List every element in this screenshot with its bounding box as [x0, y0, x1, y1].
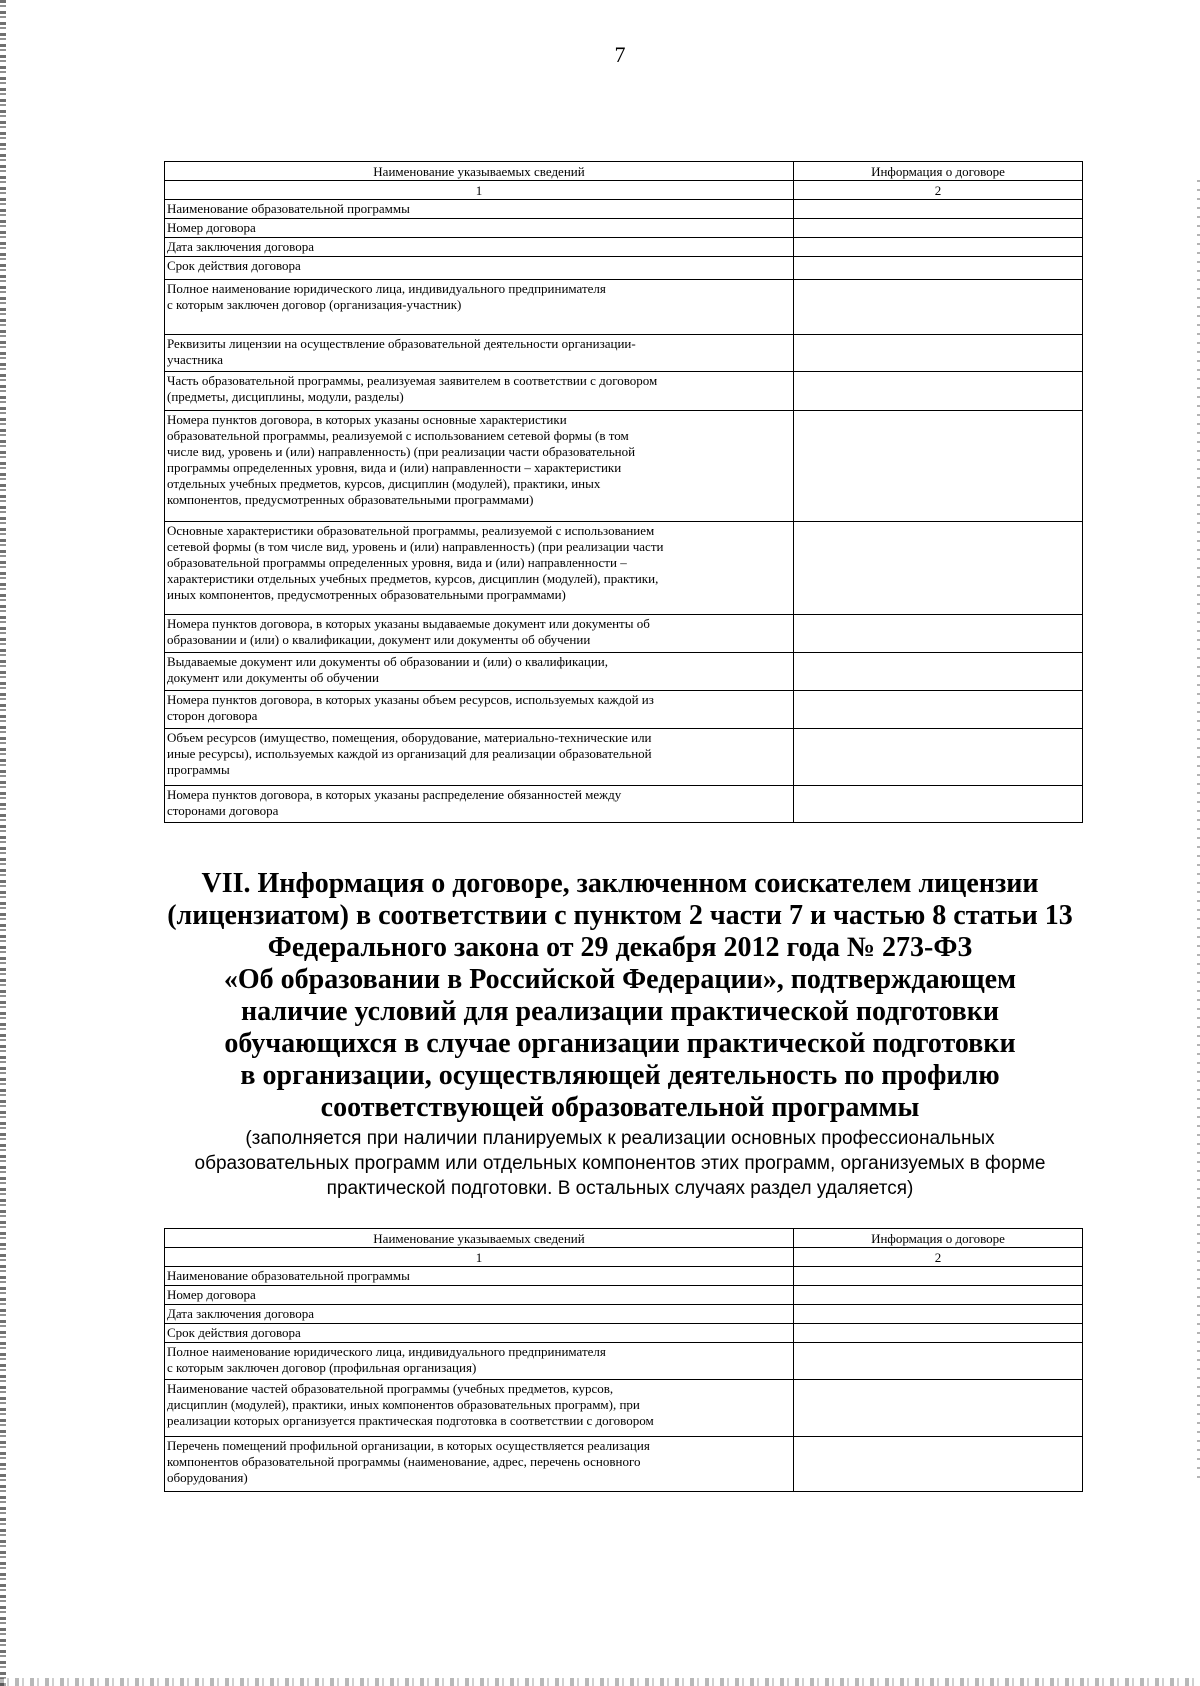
row-value-cell[interactable]: [794, 280, 1083, 335]
table-row: [165, 219, 1083, 238]
row-value-cell[interactable]: [794, 200, 1083, 219]
column-number-2: 2: [794, 181, 1083, 200]
header-cell-contract-info: Информация о договоре: [794, 1229, 1083, 1248]
page-number: 7: [614, 42, 626, 67]
row-label: Номера пунктов договора, в которых указаны распределение обязанностей между сторонами договора: [165, 786, 794, 823]
row-value-cell[interactable]: [794, 729, 1083, 786]
row-value-cell[interactable]: [794, 257, 1083, 280]
column-number-1: 1: [165, 181, 794, 200]
table-row: [165, 257, 1083, 280]
row-value-cell[interactable]: [794, 691, 1083, 729]
row-label: Перечень помещений профильной организации, в которых осуществляется реализация компонентов образовательной программы (наименование, адрес, перечень основного оборудования): [165, 1437, 794, 1492]
table-row: [165, 653, 1083, 691]
column-number-1: 1: [165, 1248, 794, 1267]
section-7-note: (заполняется при наличии планируемых к реализации основных профессиональных образовательных программ или отдельных компонентов этих программ, организуемых в форме практической подготовки. В остальных случаях раздел удаляется): [194, 1128, 1046, 1199]
row-value-cell[interactable]: [794, 1380, 1083, 1437]
row-label: Срок действия договора: [165, 1324, 794, 1343]
row-label: Реквизиты лицензии на осуществление образовательной деятельности организации- участника: [165, 335, 794, 372]
table-header-row: [165, 162, 1083, 181]
row-label: Номера пунктов договора, в которых указаны основные характеристики образовательной программы, реализуемой с использованием сетевой формы (в том числе вид, уровень и (или) направленность) (при реализации части образовательной программы определенных уровня, вида и (или) направленности – характеристики отдельных учебных предметов, курсов, дисциплин (модулей), практики, иных компонентов, предусмотренных образовательными программами): [165, 411, 794, 522]
column-number-row: [165, 1248, 1083, 1267]
row-value-cell[interactable]: [794, 335, 1083, 372]
row-label: Номер договора: [165, 1286, 794, 1305]
row-value-cell[interactable]: [794, 615, 1083, 653]
row-value-cell[interactable]: [794, 1437, 1083, 1492]
row-label: Номер договора: [165, 219, 794, 238]
contract-info-table-practical-training: [164, 1228, 1083, 1492]
row-label: Объем ресурсов (имущество, помещения, оборудование, материально-технические или иные ресурсы), используемых каждой из организаций для реализации образовательной программы: [165, 729, 794, 786]
table-row: [165, 1305, 1083, 1324]
table-row: [165, 1286, 1083, 1305]
row-value-cell[interactable]: [794, 653, 1083, 691]
row-value-cell[interactable]: [794, 1324, 1083, 1343]
row-value-cell[interactable]: [794, 1286, 1083, 1305]
table-row: [165, 1437, 1083, 1492]
column-number-row: [165, 181, 1083, 200]
table-row: [165, 372, 1083, 411]
column-number-2: 2: [794, 1248, 1083, 1267]
table-row: [165, 522, 1083, 615]
row-value-cell[interactable]: [794, 411, 1083, 522]
row-label: Срок действия договора: [165, 257, 794, 280]
header-cell-contract-info: Информация о договоре: [794, 162, 1083, 181]
header-cell-info-name: Наименование указываемых сведений: [165, 1229, 794, 1248]
table-row: [165, 335, 1083, 372]
contract-info-table-network: [164, 161, 1083, 823]
scan-edge-left: [0, 0, 6, 1686]
table-row: [165, 729, 1083, 786]
table-row: [165, 280, 1083, 335]
row-label: Наименование частей образовательной программы (учебных предметов, курсов, дисциплин (модулей), практики, иных компонентов образовательных программ), при реализации которых организуется практическая подготовка в соответствии с договором: [165, 1380, 794, 1437]
row-label: Дата заключения договора: [165, 238, 794, 257]
row-value-cell[interactable]: [794, 238, 1083, 257]
table-row: [165, 238, 1083, 257]
table-row: [165, 1324, 1083, 1343]
row-value-cell[interactable]: [794, 1267, 1083, 1286]
row-label: Дата заключения договора: [165, 1305, 794, 1324]
row-label: Полное наименование юридического лица, индивидуального предпринимателя с которым заключен договор (организация-участник): [165, 280, 794, 335]
section-7-title: VII. Информация о договоре, заключенном соискателем лицензии (лицензиатом) в соответствии с пунктом 2 части 7 и частью 8 статьи 13 Федерального закона от 29 декабря 2012 года № 273-ФЗ «Об образовании в Российской Федерации», подтверждающем наличие условий для реализации практической подготовки обучающихся в случае организации практической подготовки в организации, осуществляющей деятельность по профилю соответствующей образовательной программы: [167, 868, 1073, 1123]
table-row: [165, 411, 1083, 522]
table-row: [165, 691, 1083, 729]
row-label: Номера пунктов договора, в которых указаны объем ресурсов, используемых каждой из сторон договора: [165, 691, 794, 729]
row-value-cell[interactable]: [794, 1343, 1083, 1380]
row-label: Наименование образовательной программы: [165, 1267, 794, 1286]
table-row: [165, 200, 1083, 219]
row-label: Наименование образовательной программы: [165, 200, 794, 219]
scan-edge-bottom: [0, 1678, 1200, 1686]
row-value-cell[interactable]: [794, 219, 1083, 238]
table-row: [165, 786, 1083, 823]
row-value-cell[interactable]: [794, 522, 1083, 615]
table-row: [165, 1267, 1083, 1286]
header-cell-info-name: Наименование указываемых сведений: [165, 162, 794, 181]
table-row: [165, 1343, 1083, 1380]
row-value-cell[interactable]: [794, 1305, 1083, 1324]
table-row: [165, 1380, 1083, 1437]
row-label: Номера пунктов договора, в которых указаны выдаваемые документ или документы об образовании и (или) о квалификации, документ или документы об обучении: [165, 615, 794, 653]
row-label: Основные характеристики образовательной программы, реализуемой с использованием сетевой формы (в том числе вид, уровень и (или) направленность) (при реализации части образовательной программы определенных уровня, вида и (или) направленности – характеристики отдельных учебных предметов, курсов, дисциплин (модулей), практики, иных компонентов, предусмотренных образовательными программами): [165, 522, 794, 615]
row-value-cell[interactable]: [794, 786, 1083, 823]
row-label: Полное наименование юридического лица, индивидуального предпринимателя с которым заключен договор (профильная организация): [165, 1343, 794, 1380]
row-label: Выдаваемые документ или документы об образовании и (или) о квалификации, документ или документы об обучении: [165, 653, 794, 691]
row-value-cell[interactable]: [794, 372, 1083, 411]
row-label: Часть образовательной программы, реализуемая заявителем в соответствии с договором (предметы, дисциплины, модули, разделы): [165, 372, 794, 411]
table-row: [165, 615, 1083, 653]
table-header-row: [165, 1229, 1083, 1248]
